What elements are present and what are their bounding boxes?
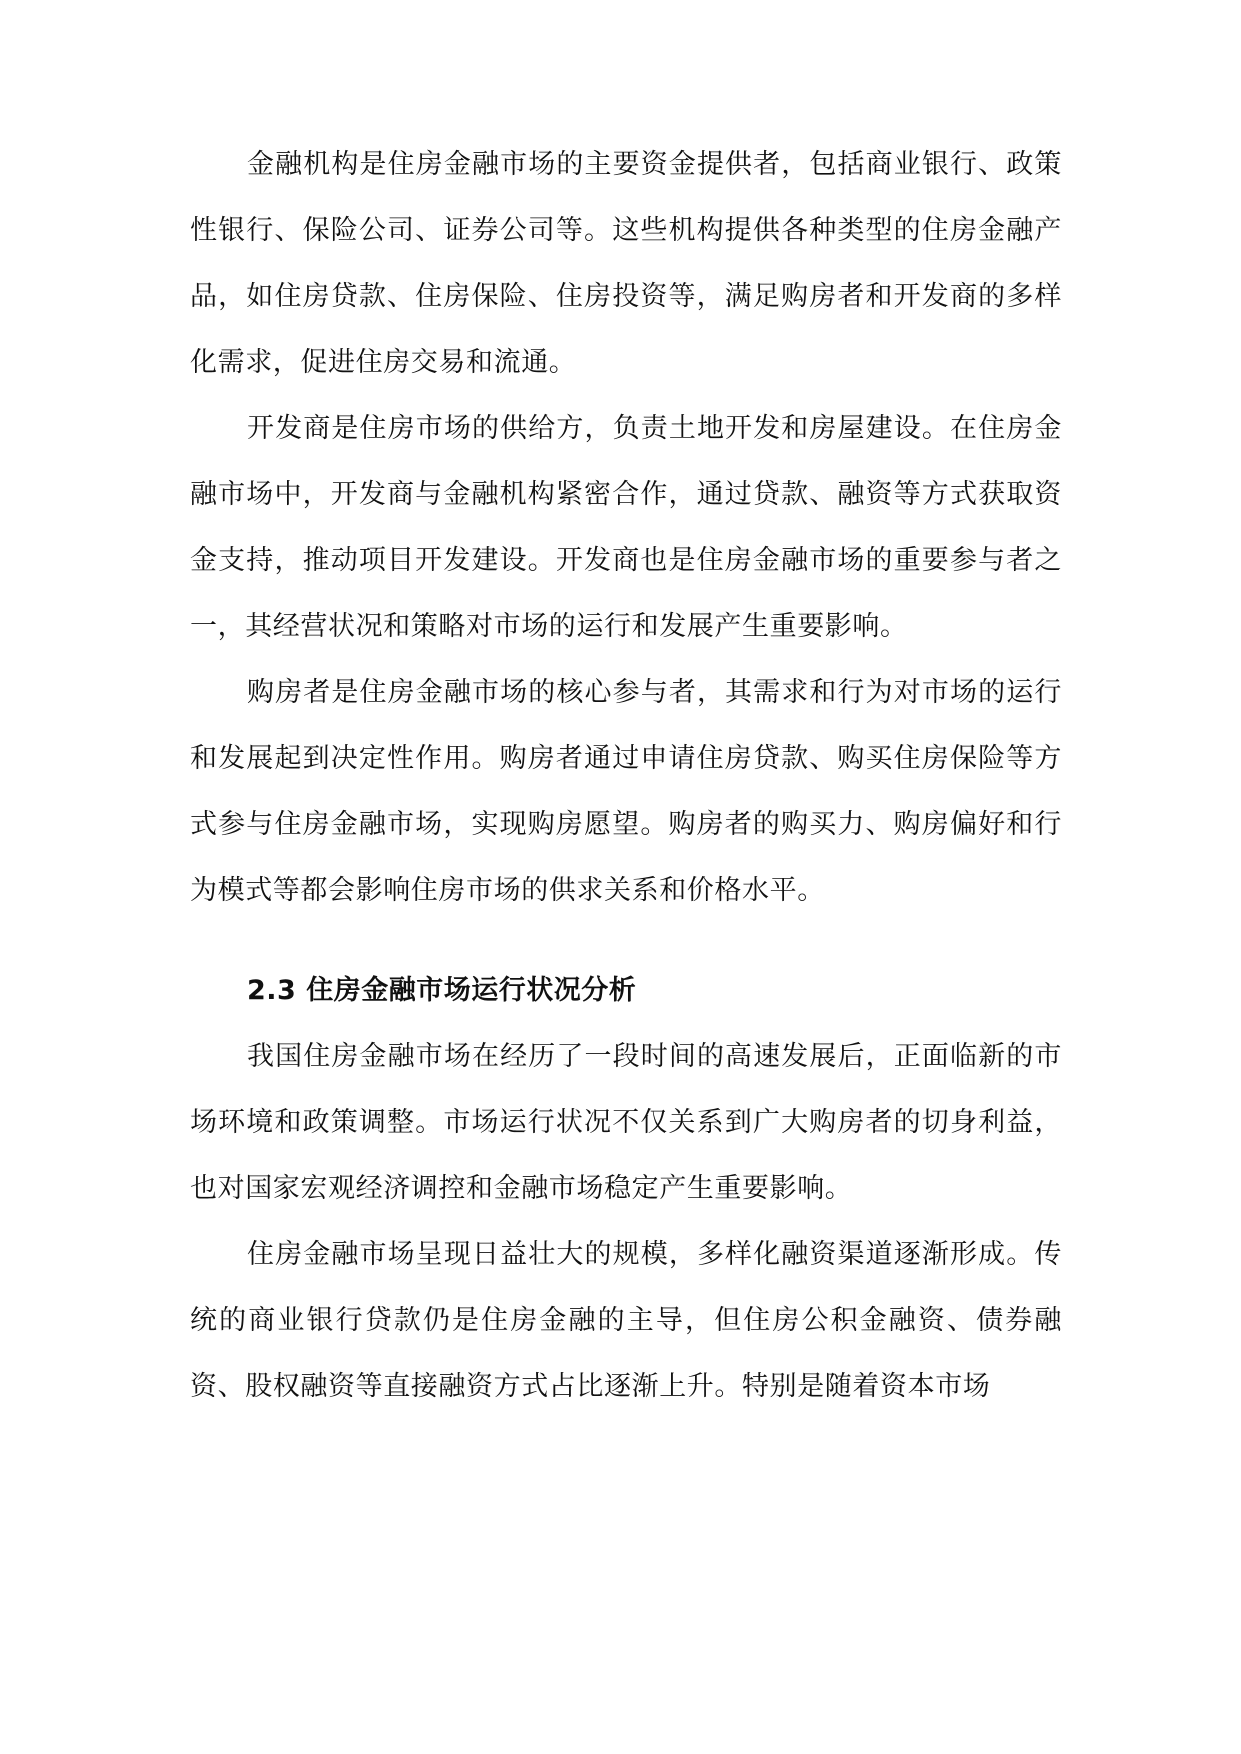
paragraph-market-overview: 我国住房金融市场在经历了一段时间的高速发展后，正面临新的市场环境和政策调整。市场运行状况不仅关系到广大购房者的切身利益，也对国家宏观经济调控和金融市场稳定产生重要影响。	[190, 1041, 1062, 1204]
paragraph-developers: 开发商是住房市场的供给方，负责土地开发和房屋建设。在住房金融市场中，开发商与金融机构紧密合作，通过贷款、融资等方式获取资金支持，推动项目开发建设。开发商也是住房金融市场的重要参与者之一，其经营状况和策略对市场的运行和发展产生重要影响。	[190, 413, 1062, 642]
paragraph-home-buyers: 购房者是住房金融市场的核心参与者，其需求和行为对市场的运行和发展起到决定性作用。购房者通过申请住房贷款、购买住房保险等方式参与住房金融市场，实现购房愿望。购房者的购买力、购房偏好和行为模式等都会影响住房市场的供求关系和价格水平。	[190, 677, 1062, 906]
document-page	[190, 132, 1062, 1420]
section-heading: 2.3 住房金融市场运行状况分析	[247, 975, 637, 1006]
paragraph-financial-institutions: 金融机构是住房金融市场的主要资金提供者，包括商业银行、政策性银行、保险公司、证券公司等。这些机构提供各种类型的住房金融产品，如住房贷款、住房保险、住房投资等，满足购房者和开发商的多样化需求，促进住房交易和流通。	[190, 149, 1062, 378]
paragraph-financing-channels: 住房金融市场呈现日益壮大的规模，多样化融资渠道逐渐形成。传统的商业银行贷款仍是住房金融的主导，但住房公积金融资、债券融资、股权融资等直接融资方式占比逐渐上升。特别是随着资本市场	[190, 1239, 1062, 1402]
